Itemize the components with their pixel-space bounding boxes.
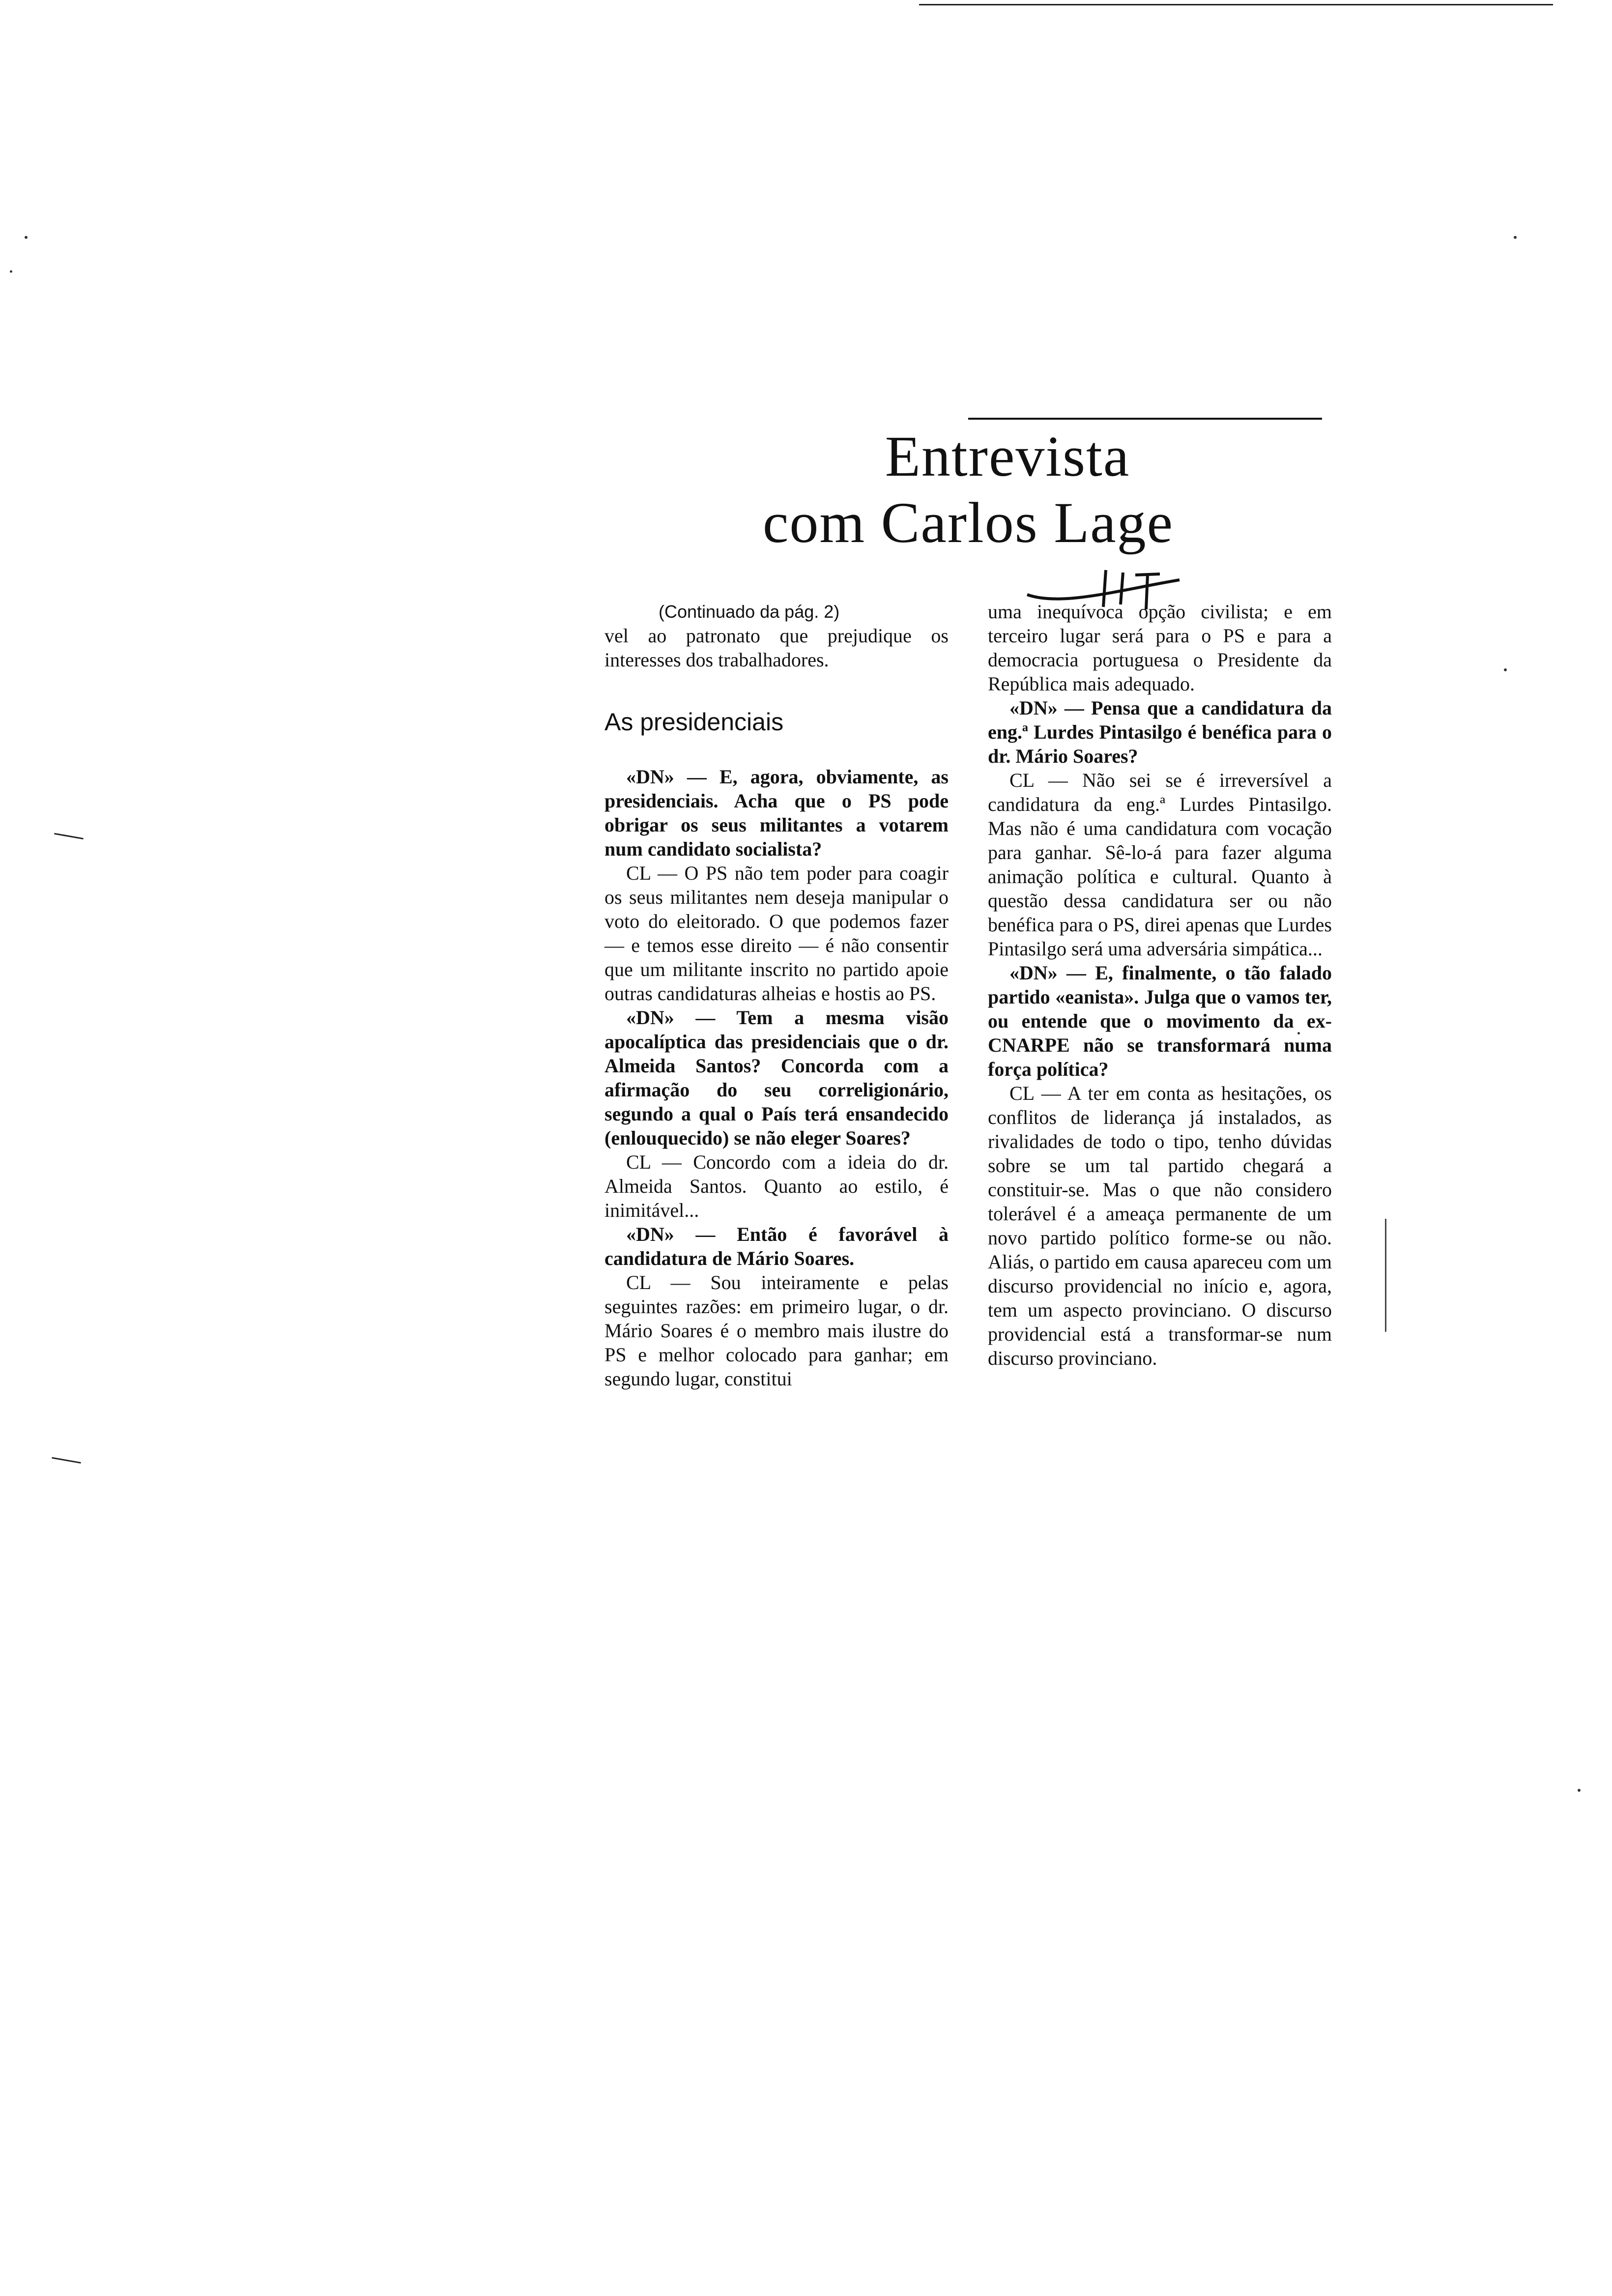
- margin-mark: [52, 1457, 81, 1464]
- answer-5: CL — A ter em conta as hesitações, os conflitos de liderança já instalados, as rivalidades de todo o tipo, tenho dúvidas sobre se um tal partido chegará a constituir-se. Mas o que não considero tolerável é a ameaça permanente de um novo partido político forme-se ou não. Aliás, o partido em causa apareceu com um discurso providencial no início e, agora, tem um aspecto provinciano. O discurso providencial está a transformar-se num discurso provinciano.: [988, 1082, 1332, 1369]
- lead-paragraph: uma inequívoca opção civilista; e em terceiro lugar será para o PS e para a democracia portuguesa o Presidente da República mais adequado.: [988, 601, 1332, 695]
- scan-edge-line: [919, 4, 1553, 5]
- margin-bar: [1385, 1219, 1386, 1332]
- continuation-note: (Continuado da pág. 2): [659, 602, 840, 622]
- question-3: «DN» — Então é favorável à candidatura de Mário Soares.: [604, 1223, 949, 1269]
- newspaper-clipping: [604, 413, 1332, 1691]
- scan-speck: [1578, 1789, 1581, 1792]
- answer-1: CL — O PS não tem poder para coagir os seus militantes nem deseja manipular o voto do eleitorado. O que podemos fazer — e temos esse direito — é não consentir que um militante inscrito no partido apoie outras candidaturas alheias e hostis ao PS.: [604, 862, 949, 1004]
- headline-line-1: Entrevista: [885, 424, 1130, 488]
- scan-speck: [25, 236, 28, 239]
- question-4: «DN» — Pensa que a candidatura da eng.ª Lurdes Pintasilgo é benéfica para o dr. Mário Soares?: [988, 697, 1332, 767]
- margin-mark: [54, 833, 84, 839]
- question-1: «DN» — E, agora, obviamente, as presidenciais. Acha que o PS pode obrigar os seus militantes a votarem num candidato socialista?: [604, 766, 949, 860]
- question-5: «DN» — E, finalmente, o tão falado partido «eanista». Julga que o vamos ter, ou entende que o movimento da ex-CNARPE não se transformará numa força política?: [988, 962, 1332, 1080]
- scan-speck: [10, 270, 12, 273]
- scan-speck: [1504, 668, 1507, 671]
- section-subhead: As presidenciais: [604, 708, 784, 736]
- headline-line-2: com Carlos Lage: [762, 490, 1174, 555]
- answer-4: CL — Não sei se é irreversível a candidatura da eng.ª Lurdes Pintasilgo. Mas não é uma candidatura com vocação para ganhar. Sê-lo-á para fazer alguma animação política e cultural. Quanto à questão dessa candidatura ser ou não benéfica para o PS, direi apenas que Lurdes Pintasilgo será uma adversária simpática...: [988, 769, 1332, 960]
- question-2: «DN» — Tem a mesma visão apocalíptica das presidenciais que o dr. Almeida Santos? Concorda com a afirmação do seu correligionário, segundo a qual o País terá ensandecido (enlouquecido) se não eleger Soares?: [604, 1006, 949, 1149]
- scan-speck: [1514, 236, 1517, 239]
- right-column: [988, 600, 1332, 1370]
- answer-3: CL — Sou inteiramente e pelas seguintes razões: em primeiro lugar, o dr. Mário Soares é o membro mais ilustre do PS e melhor colocado para ganhar; em segundo lugar, constitui: [604, 1271, 949, 1390]
- top-rule: [968, 418, 1322, 420]
- lead-paragraph: vel ao patronato que prejudique os interesses dos trabalhadores.: [604, 625, 949, 671]
- left-column: [604, 600, 949, 1391]
- answer-2: CL — Concordo com a ideia do dr. Almeida Santos. Quanto ao estilo, é inimitável...: [604, 1151, 949, 1221]
